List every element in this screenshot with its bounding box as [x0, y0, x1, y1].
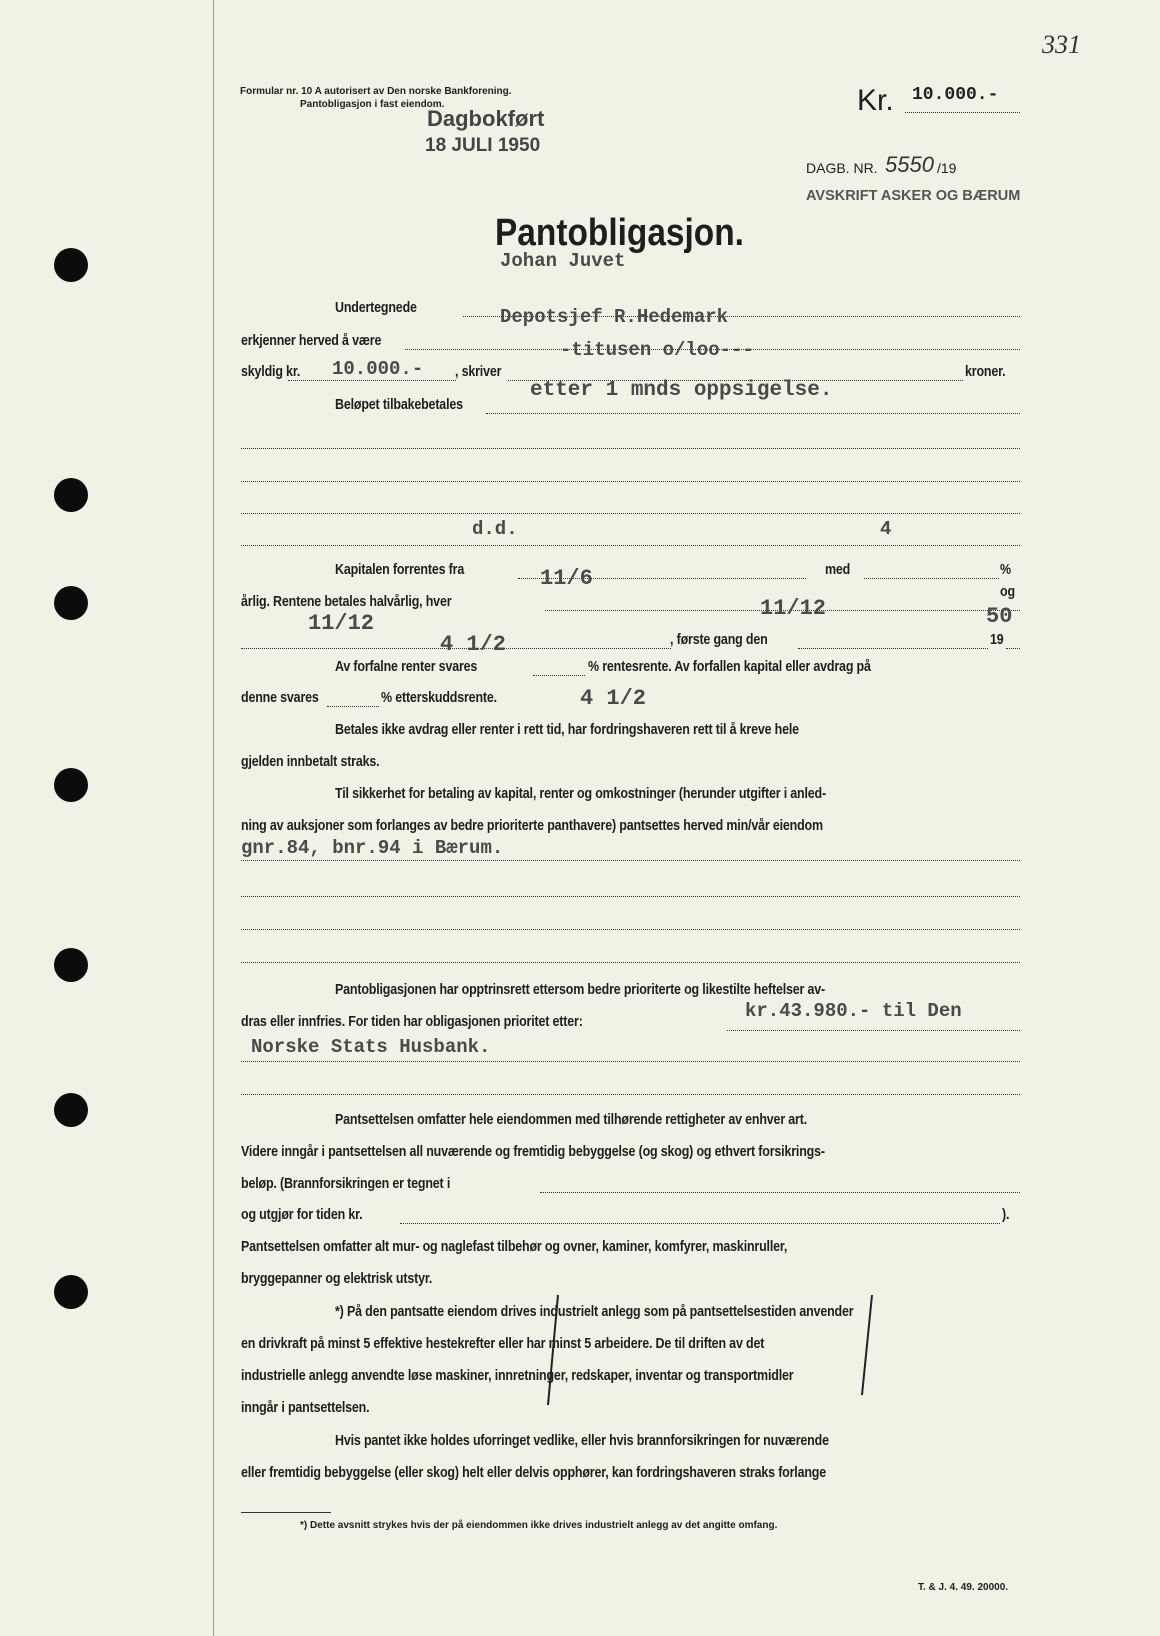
industri-line-3: industrielle anlegg anvendte løse maskiner, innretninger, redskaper, inventar og transportmidler	[241, 1368, 794, 1384]
footnote-rule	[241, 1512, 331, 1513]
eiendom-line	[241, 860, 1020, 861]
printer-mark: T. & J. 4. 49. 20000.	[918, 1582, 1009, 1593]
punch-hole	[54, 586, 88, 620]
forfalne-value: 4 1/2	[440, 632, 507, 657]
blank-line	[241, 962, 1020, 963]
opptrinn-line-2: dras eller innfries. For tiden har obligasjonen prioritet etter:	[241, 1014, 583, 1030]
strike-mark	[548, 1295, 558, 1405]
hver-value-2: 11/12	[308, 611, 375, 636]
med-label: med	[825, 562, 851, 578]
strike-mark	[862, 1295, 872, 1395]
punch-hole	[54, 248, 88, 282]
industri-line-4: inngår i pantsettelsen.	[241, 1400, 370, 1416]
undertegnede-value: Johan Juvet	[500, 250, 626, 272]
form-line-1: Formular nr. 10 A autorisert av Den norske Bankforening.	[240, 86, 512, 97]
year-prefix: 19	[990, 632, 1004, 648]
alt-line-1: Pantsettelsen omfatter alt mur- og naglefast tilbehør og ovner, kaminer, komfyrer, maskinruller,	[241, 1239, 788, 1255]
dagb-nr-suffix: /19	[937, 160, 957, 176]
forste-line	[798, 648, 988, 649]
margin-line	[213, 0, 214, 1636]
omfatter-line-2: Videre inngår i pantsettelsen all nuværende og fremtidig bebyggelse (og skog) og ethvert forsikrings-	[241, 1144, 825, 1160]
kapitalen-label: Kapitalen forrentes fra	[335, 562, 465, 578]
document-title: Pantobligasjon.	[495, 212, 744, 254]
punch-hole	[54, 948, 88, 982]
blank-line	[241, 1094, 1020, 1095]
omfatter-line-4: og utgjør for tiden kr.	[241, 1207, 363, 1223]
blank-line	[241, 545, 1020, 546]
denne-value: 4 1/2	[580, 686, 647, 711]
med-value: 4	[880, 518, 892, 540]
dagb-nr-value: 5550	[885, 152, 934, 177]
blank-line	[241, 896, 1020, 897]
kr-amount: 10.000.-	[912, 85, 999, 105]
omfatter-line-3: beløp. (Brannforsikringen er tegnet i	[241, 1176, 451, 1192]
year-line	[1006, 648, 1020, 649]
avskrift-stamp: AVSKRIFT ASKER OG BÆRUM	[806, 188, 1021, 204]
utgjor-line	[400, 1223, 1000, 1224]
alt-line-2: bryggepanner og elektrisk utstyr.	[241, 1271, 433, 1287]
footnote: *) Dette avsnitt strykes hvis der på eiendommen ikke drives industrielt anlegg av det angitte omfang.	[300, 1520, 778, 1531]
blank-line	[241, 513, 1020, 514]
blank-line	[241, 448, 1020, 449]
erkjenner-value: Depotsjef R.Hedemark	[500, 306, 729, 328]
page-number: 331	[1042, 30, 1081, 59]
brannforsikring-line	[540, 1192, 1020, 1193]
denne-label: denne svares	[241, 690, 319, 706]
percent-sign: %	[1000, 562, 1011, 578]
form-line-2: Pantobligasjon i fast eiendom.	[300, 99, 445, 110]
denne-line	[327, 706, 379, 707]
arlig-label: årlig. Rentene betales halvårlig, hver	[241, 594, 452, 610]
punch-hole	[54, 768, 88, 802]
belopet-value: etter 1 mnds oppsigelse.	[530, 379, 833, 402]
year-value: 50	[986, 604, 1013, 629]
prioritet-value-1: kr.43.980.- til Den	[745, 1000, 962, 1022]
forfalne-rest: % rentesrente. Av forfallen kapital eller avdrag på	[588, 659, 871, 675]
erkjenner-label: erkjenner herved å være	[241, 333, 382, 349]
med-line	[864, 578, 999, 579]
stamp-date: 18 JULI 1950	[425, 135, 541, 156]
blank-line	[241, 481, 1020, 482]
forfalne-label: Av forfalne renter svares	[335, 659, 478, 675]
kr-line	[905, 112, 1020, 113]
skriver-value: -titusen o/loo---	[560, 339, 754, 361]
denne-rest: % etterskuddsrente.	[381, 690, 497, 706]
forfalne-line	[533, 675, 585, 676]
kr-label: Kr.	[857, 84, 894, 117]
prioritet-line	[727, 1030, 1020, 1031]
belopet-line	[486, 413, 1020, 414]
industri-line-2: en drivkraft på minst 5 effektive hestekrefter eller har minst 5 arbeidere. De til driften av det	[241, 1336, 765, 1352]
blank-line	[241, 929, 1020, 930]
skyldig-value: 10.000.-	[332, 358, 424, 380]
prioritet-line-2	[241, 1061, 1020, 1062]
forste-value: 11/12	[760, 596, 827, 621]
omfatter-line-1: Pantsettelsen omfatter hele eiendommen med tilhørende rettigheter av enhver art.	[335, 1112, 808, 1128]
kroner-label: kroner.	[965, 364, 1006, 380]
strike-marks	[540, 1290, 880, 1410]
punch-hole	[54, 1093, 88, 1127]
betales-line-2: gjelden innbetalt straks.	[241, 754, 380, 770]
sikkerhet-line-1: Til sikkerhet for betaling av kapital, renter og omkostninger (herunder utgifter i anled-	[335, 786, 826, 802]
betales-line-1: Betales ikke avdrag eller renter i rett tid, har fordringshaveren rett til å kreve hele	[335, 722, 799, 738]
opptrinn-line-1: Pantobligasjonen har opptrinsrett ettersom bedre prioriterte og likestilte heftelser av-	[335, 982, 826, 998]
undertegnede-label: Undertegnede	[335, 300, 417, 316]
hvis-line-1: Hvis pantet ikke holdes uforringet vedlike, eller hvis brannforsikringen for nuværende	[335, 1433, 829, 1449]
forste-label: , første gang den	[670, 632, 768, 648]
skyldig-label: skyldig kr.	[241, 364, 301, 380]
og-label: og	[1000, 584, 1015, 600]
skriver-label: , skriver	[455, 364, 502, 380]
punch-hole	[54, 478, 88, 512]
prioritet-value-2: Norske Stats Husbank.	[251, 1036, 491, 1058]
hvis-line-2: eller fremtidig bebyggelse (eller skog) helt eller delvis opphører, kan fordringshaveren straks forlange	[241, 1465, 827, 1481]
dagb-nr-label: DAGB. NR.	[806, 160, 878, 176]
sikkerhet-line-2: ning av auksjoner som forlanges av bedre prioriterte panthavere) pantsettes herved min/vår eiendom	[241, 818, 823, 834]
omfatter-line-4-end: ).	[1002, 1207, 1010, 1223]
stamp-dagbokfort: Dagbokført	[427, 106, 545, 131]
skyldig-line	[288, 380, 456, 381]
arlig-value: 11/6	[540, 566, 593, 591]
punch-hole	[54, 1275, 88, 1309]
belopet-label: Beløpet tilbakebetales	[335, 397, 463, 413]
kapitalen-value: d.d.	[472, 518, 518, 540]
industri-line-1: *) På den pantsatte eiendom drives industrielt anlegg som på pantsettelsestiden anvender	[335, 1304, 854, 1320]
eiendom-value: gnr.84, bnr.94 i Bærum.	[241, 837, 504, 859]
